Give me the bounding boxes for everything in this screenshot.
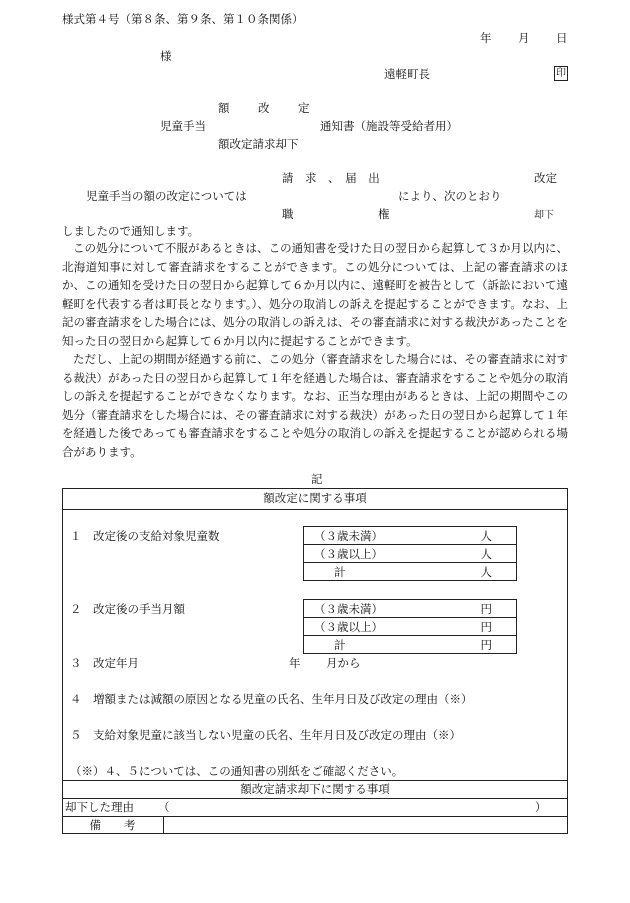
row-unit: 円 — [480, 637, 492, 652]
issuer-name: 遠軽町長 — [384, 67, 430, 81]
table-row — [304, 545, 517, 563]
divider — [163, 816, 164, 834]
date-day: 日 — [556, 31, 568, 45]
intro-lead: 児童手当の額の改定については — [86, 189, 247, 203]
row-unit: 人 — [480, 528, 492, 543]
row-unit: 人 — [480, 564, 492, 579]
close-paren: ） — [535, 800, 547, 814]
intro-seikyu: 請 求 、 届 出 — [282, 171, 380, 185]
title-tei: 定 — [298, 101, 310, 115]
revision-section-header: 額改定に関する事項 — [263, 491, 367, 505]
row-label: 計 — [334, 637, 346, 652]
seal-mark: 印 — [556, 68, 566, 79]
item3-year: 年 — [289, 656, 301, 670]
divider — [62, 798, 568, 799]
ki-mark: 記 — [311, 472, 323, 486]
child-count-table — [303, 526, 517, 581]
row-label: （３歳未満） — [314, 528, 383, 543]
intro-kaitei: 改定 — [534, 171, 557, 185]
divider — [62, 780, 568, 781]
title-suffix: 通知書（施設等受給者用） — [320, 119, 458, 133]
divider — [62, 816, 568, 817]
row-unit: 人 — [480, 546, 492, 561]
table-row — [304, 636, 517, 654]
item5-label: ５ 支給対象児童に該当しない児童の氏名、生年月日及び改定の理由（※） — [70, 728, 461, 742]
row-label: （３歳未満） — [314, 601, 383, 616]
monthly-amount-table — [303, 599, 517, 654]
table-row — [304, 600, 517, 618]
intro-shokken-1: 職 — [282, 207, 294, 221]
item3-month-from: 月から — [326, 656, 361, 670]
divider — [62, 509, 568, 510]
rejection-section-header: 額改定請求却下に関する事項 — [240, 782, 390, 796]
title-kaku: 額 — [218, 101, 230, 115]
table-row — [304, 618, 517, 636]
remarks-label: 備 考 — [89, 818, 136, 832]
title-prefix: 児童手当 — [160, 119, 206, 133]
intro-kyakka: 却下 — [534, 210, 554, 221]
open-paren: （ — [158, 800, 170, 814]
recipient-suffix: 様 — [160, 49, 172, 63]
intro-shokken-2: 権 — [378, 207, 390, 221]
form-number: 様式第４号（第８条、第９条、第１０条関係） — [62, 12, 304, 26]
item4-label: ４ 増額または減額の原因となる児童の氏名、生年月日及び改定の理由（※） — [70, 692, 473, 706]
note-text: （※）４、５については、この通知書の別紙をご確認ください。 — [70, 764, 404, 778]
item3-label: ３ 改定年月 — [70, 656, 139, 670]
rejection-reason-label: 却下した理由 — [65, 800, 134, 814]
title-kai: 改 — [258, 101, 270, 115]
item2-label: ２ 改定後の手当月額 — [70, 602, 185, 616]
row-unit: 円 — [480, 601, 492, 616]
body-paragraphs — [62, 239, 568, 461]
intro-middle: により、次のとおり — [398, 189, 502, 203]
table-row — [304, 527, 517, 545]
row-unit: 円 — [480, 619, 492, 634]
table-row — [304, 563, 517, 581]
paragraph-appeal: この処分について不服があるときは、この通知書を受けた日の翌日から起算して３か月以内に、北海道知事に対して審査請求をすることができます。この処分については、上記の審査請求のほか、この通知を受けた日の翌日から起算して６か月以内に、遠軽町を被告として（訴訟において遠軽町を代表する者は町長となります。）、処分の取消しの訴えを提起することができます。なお、上記の審査請求をした場合には、処分の取消しの訴えは、その審査請求に対する裁決があったことを知った日の翌日から起算して６か月以内に提起することができます。 — [62, 241, 568, 348]
row-label: （３歳以上） — [314, 619, 383, 634]
row-label: 計 — [334, 564, 346, 579]
title-rejection: 額改定請求却下 — [218, 137, 299, 151]
date-year: 年 — [480, 31, 492, 45]
date-month: 月 — [518, 31, 530, 45]
row-label: （３歳以上） — [314, 546, 383, 561]
item1-label: １ 改定後の支給対象児童数 — [70, 529, 220, 543]
paragraph-deadline: ただし、上記の期間が経過する前に、この処分（審査請求をした場合には、その審査請求に対する裁決）があった日の翌日から起算して１年を経過した場合は、審査請求をすることや処分の取消しの訴えを提起することができなくなります。なお、正当な理由があるときは、上記の期間やこの処分（審査請求をした場合には、その審査請求に対する裁決）があった日の翌日から起算して１年を経過した後であっても審査請求をすることや処分の取消しの訴えを提起することが認められる場合があります。 — [62, 352, 568, 459]
intro-end: しましたので通知します。 — [62, 224, 200, 238]
